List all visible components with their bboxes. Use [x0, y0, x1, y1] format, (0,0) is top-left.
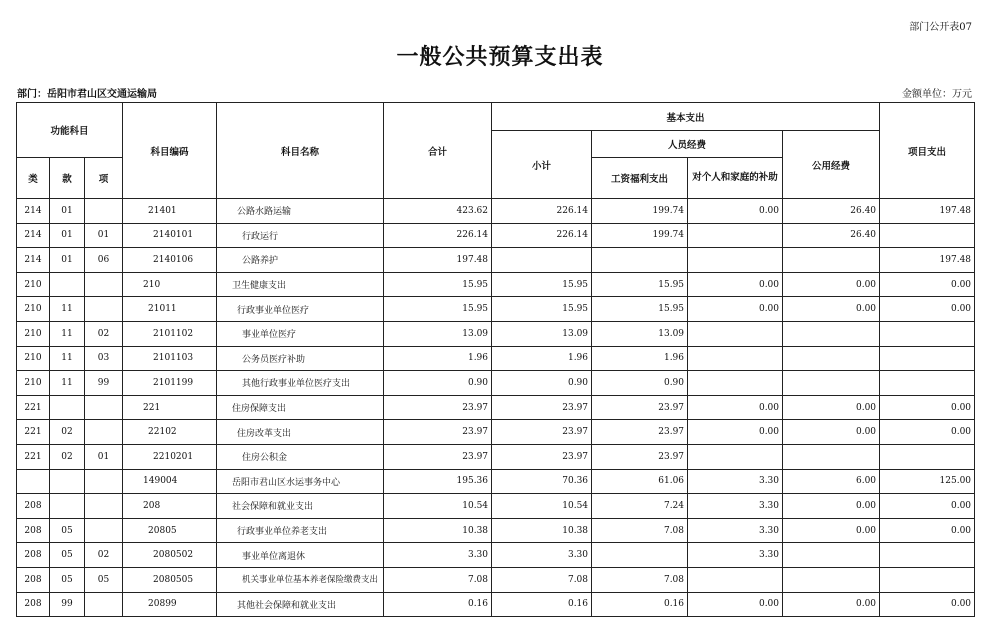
table-row [17, 248, 975, 273]
table-row [17, 272, 975, 297]
cell-code: 2140106 [123, 248, 217, 273]
cell-name: 住房改革支出 [217, 420, 384, 445]
cell-code: 2080502 [123, 543, 217, 568]
cell-total: 23.97 [384, 420, 492, 445]
cell-lei: 208 [17, 592, 50, 617]
cell-subsidy [688, 371, 783, 396]
cell-total: 15.95 [384, 272, 492, 297]
cell-public [783, 248, 880, 273]
cell-total: 226.14 [384, 223, 492, 248]
cell-project: 0.00 [880, 272, 975, 297]
cell-code: 208 [123, 494, 217, 519]
cell-total: 7.08 [384, 567, 492, 592]
table-row [17, 321, 975, 346]
cell-subsidy: 0.00 [688, 420, 783, 445]
cell-code: 2080505 [123, 567, 217, 592]
cell-subtotal: 23.97 [492, 420, 592, 445]
cell-subtotal: 15.95 [492, 297, 592, 322]
cell-kuan [50, 272, 85, 297]
cell-code: 2101199 [123, 371, 217, 396]
cell-code: 210 [123, 272, 217, 297]
cell-total: 13.09 [384, 321, 492, 346]
cell-project [880, 444, 975, 469]
cell-lei: 210 [17, 346, 50, 371]
cell-name: 其他行政事业单位医疗支出 [217, 371, 384, 396]
cell-subsidy [688, 223, 783, 248]
cell-lei: 208 [17, 543, 50, 568]
cell-name: 事业单位离退休 [217, 543, 384, 568]
cell-lei [17, 469, 50, 494]
header-basic-expense: 基本支出 [492, 103, 880, 131]
cell-lei: 214 [17, 199, 50, 224]
cell-salary: 15.95 [592, 297, 688, 322]
cell-name: 公路水路运输 [217, 199, 384, 224]
cell-salary: 23.97 [592, 420, 688, 445]
cell-public [783, 567, 880, 592]
cell-kuan: 01 [50, 199, 85, 224]
cell-salary: 61.06 [592, 469, 688, 494]
cell-total: 0.90 [384, 371, 492, 396]
cell-total: 10.38 [384, 518, 492, 543]
cell-subsidy: 0.00 [688, 592, 783, 617]
cell-subtotal: 23.97 [492, 395, 592, 420]
cell-lei: 210 [17, 321, 50, 346]
header-kuan: 款 [50, 158, 85, 199]
cell-kuan [50, 494, 85, 519]
table-row [17, 395, 975, 420]
cell-subsidy: 0.00 [688, 199, 783, 224]
cell-project: 0.00 [880, 592, 975, 617]
cell-public: 0.00 [783, 395, 880, 420]
header-project-expense: 项目支出 [880, 103, 975, 199]
cell-total: 23.97 [384, 444, 492, 469]
cell-project: 0.00 [880, 420, 975, 445]
form-code: 部门公开表07 [909, 22, 972, 33]
cell-public: 0.00 [783, 272, 880, 297]
cell-xiang [85, 199, 123, 224]
cell-total: 0.16 [384, 592, 492, 617]
cell-subtotal: 10.54 [492, 494, 592, 519]
header-subject-code: 科目编码 [123, 103, 217, 199]
cell-subtotal: 23.97 [492, 444, 592, 469]
cell-salary: 23.97 [592, 395, 688, 420]
cell-subtotal: 226.14 [492, 223, 592, 248]
cell-xiang: 03 [85, 346, 123, 371]
cell-name: 卫生健康支出 [217, 272, 384, 297]
cell-salary: 7.08 [592, 518, 688, 543]
header-xiang: 项 [85, 158, 123, 199]
cell-subtotal: 10.38 [492, 518, 592, 543]
table-row [17, 543, 975, 568]
cell-code: 221 [123, 395, 217, 420]
cell-xiang [85, 297, 123, 322]
cell-xiang [85, 469, 123, 494]
header-personnel: 人员经费 [592, 131, 783, 158]
cell-salary: 7.08 [592, 567, 688, 592]
cell-name: 事业单位医疗 [217, 321, 384, 346]
cell-subtotal: 7.08 [492, 567, 592, 592]
cell-salary [592, 248, 688, 273]
cell-subsidy: 0.00 [688, 297, 783, 322]
cell-subsidy: 3.30 [688, 494, 783, 519]
cell-public: 0.00 [783, 297, 880, 322]
cell-subtotal [492, 248, 592, 273]
cell-code: 22102 [123, 420, 217, 445]
cell-kuan: 11 [50, 321, 85, 346]
cell-name: 行政事业单位医疗 [217, 297, 384, 322]
cell-total: 23.97 [384, 395, 492, 420]
table-row [17, 420, 975, 445]
cell-salary: 0.90 [592, 371, 688, 396]
cell-code: 149004 [123, 469, 217, 494]
budget-table [16, 102, 975, 617]
cell-public: 0.00 [783, 420, 880, 445]
cell-xiang: 02 [85, 321, 123, 346]
cell-subsidy [688, 248, 783, 273]
cell-kuan: 05 [50, 567, 85, 592]
cell-xiang [85, 395, 123, 420]
cell-subsidy: 3.30 [688, 543, 783, 568]
cell-project: 0.00 [880, 395, 975, 420]
cell-code: 21011 [123, 297, 217, 322]
cell-code: 2140101 [123, 223, 217, 248]
cell-project [880, 543, 975, 568]
cell-total: 423.62 [384, 199, 492, 224]
cell-public: 0.00 [783, 518, 880, 543]
cell-code: 21401 [123, 199, 217, 224]
cell-project [880, 346, 975, 371]
table-row [17, 518, 975, 543]
cell-name: 其他社会保障和就业支出 [217, 592, 384, 617]
header-subsidy: 对个人和家庭的补助 [688, 158, 783, 199]
cell-salary: 15.95 [592, 272, 688, 297]
cell-salary: 7.24 [592, 494, 688, 519]
cell-xiang [85, 494, 123, 519]
cell-xiang [85, 518, 123, 543]
cell-project: 0.00 [880, 518, 975, 543]
cell-salary: 199.74 [592, 223, 688, 248]
cell-name: 公务员医疗补助 [217, 346, 384, 371]
cell-kuan: 01 [50, 223, 85, 248]
cell-lei: 208 [17, 518, 50, 543]
cell-public [783, 371, 880, 396]
cell-project: 197.48 [880, 199, 975, 224]
cell-lei: 208 [17, 567, 50, 592]
cell-public: 26.40 [783, 199, 880, 224]
cell-xiang [85, 420, 123, 445]
cell-xiang [85, 272, 123, 297]
cell-salary: 0.16 [592, 592, 688, 617]
cell-xiang: 06 [85, 248, 123, 273]
table-row [17, 567, 975, 592]
table-row [17, 297, 975, 322]
cell-name: 社会保障和就业支出 [217, 494, 384, 519]
cell-public: 0.00 [783, 494, 880, 519]
cell-project [880, 223, 975, 248]
cell-project [880, 371, 975, 396]
cell-name: 住房公积金 [217, 444, 384, 469]
cell-subtotal: 0.16 [492, 592, 592, 617]
header-public: 公用经费 [783, 131, 880, 199]
table-row [17, 469, 975, 494]
cell-subsidy: 3.30 [688, 469, 783, 494]
cell-subtotal: 226.14 [492, 199, 592, 224]
cell-salary: 23.97 [592, 444, 688, 469]
cell-name: 岳阳市君山区水运事务中心 [217, 469, 384, 494]
cell-project: 125.00 [880, 469, 975, 494]
header-subject-name: 科目名称 [217, 103, 384, 199]
header-total: 合计 [384, 103, 492, 199]
cell-subsidy: 0.00 [688, 272, 783, 297]
cell-project: 0.00 [880, 297, 975, 322]
cell-salary: 199.74 [592, 199, 688, 224]
cell-total: 1.96 [384, 346, 492, 371]
table-row [17, 592, 975, 617]
cell-kuan: 02 [50, 444, 85, 469]
header-subtotal: 小计 [492, 131, 592, 199]
cell-xiang: 05 [85, 567, 123, 592]
cell-project: 0.00 [880, 494, 975, 519]
cell-code: 20899 [123, 592, 217, 617]
cell-project [880, 321, 975, 346]
cell-total: 10.54 [384, 494, 492, 519]
table-row [17, 346, 975, 371]
table-row [17, 223, 975, 248]
cell-total: 195.36 [384, 469, 492, 494]
unit-label: 金额单位：万元 [902, 89, 972, 100]
cell-subtotal: 15.95 [492, 272, 592, 297]
cell-xiang [85, 592, 123, 617]
cell-total: 3.30 [384, 543, 492, 568]
cell-subtotal: 13.09 [492, 321, 592, 346]
header-salary: 工资福利支出 [592, 158, 688, 199]
cell-code: 2210201 [123, 444, 217, 469]
cell-lei: 221 [17, 444, 50, 469]
cell-subsidy [688, 321, 783, 346]
table-row [17, 494, 975, 519]
cell-public: 26.40 [783, 223, 880, 248]
header-func-subject: 功能科目 [17, 103, 123, 158]
cell-xiang: 01 [85, 444, 123, 469]
cell-name: 住房保障支出 [217, 395, 384, 420]
cell-project: 197.48 [880, 248, 975, 273]
cell-public [783, 444, 880, 469]
cell-kuan: 99 [50, 592, 85, 617]
cell-kuan: 11 [50, 346, 85, 371]
page-title: 一般公共预算支出表 [396, 44, 604, 70]
cell-kuan: 02 [50, 420, 85, 445]
cell-subsidy [688, 346, 783, 371]
cell-total: 197.48 [384, 248, 492, 273]
cell-subsidy [688, 567, 783, 592]
cell-code: 20805 [123, 518, 217, 543]
cell-lei: 208 [17, 494, 50, 519]
cell-lei: 210 [17, 371, 50, 396]
cell-subtotal: 3.30 [492, 543, 592, 568]
cell-kuan: 01 [50, 248, 85, 273]
cell-lei: 210 [17, 272, 50, 297]
cell-lei: 214 [17, 223, 50, 248]
cell-total: 15.95 [384, 297, 492, 322]
cell-xiang: 02 [85, 543, 123, 568]
cell-public [783, 543, 880, 568]
cell-kuan [50, 395, 85, 420]
cell-lei: 221 [17, 420, 50, 445]
cell-kuan: 05 [50, 543, 85, 568]
department-label: 部门：岳阳市君山区交通运输局 [17, 89, 157, 100]
cell-code: 2101102 [123, 321, 217, 346]
cell-subtotal: 0.90 [492, 371, 592, 396]
cell-lei: 214 [17, 248, 50, 273]
cell-name: 公路养护 [217, 248, 384, 273]
cell-kuan [50, 469, 85, 494]
cell-public [783, 321, 880, 346]
cell-salary [592, 543, 688, 568]
table-row [17, 444, 975, 469]
cell-public: 0.00 [783, 592, 880, 617]
cell-subsidy: 3.30 [688, 518, 783, 543]
cell-kuan: 11 [50, 371, 85, 396]
cell-kuan: 05 [50, 518, 85, 543]
cell-kuan: 11 [50, 297, 85, 322]
header-lei: 类 [17, 158, 50, 199]
cell-salary: 13.09 [592, 321, 688, 346]
cell-salary: 1.96 [592, 346, 688, 371]
cell-subtotal: 70.36 [492, 469, 592, 494]
cell-xiang: 99 [85, 371, 123, 396]
cell-name: 机关事业单位基本养老保险缴费支出 [217, 567, 384, 592]
cell-lei: 221 [17, 395, 50, 420]
cell-subsidy: 0.00 [688, 395, 783, 420]
cell-xiang: 01 [85, 223, 123, 248]
cell-public: 6.00 [783, 469, 880, 494]
table-row [17, 371, 975, 396]
cell-public [783, 346, 880, 371]
table-row [17, 199, 975, 224]
cell-project [880, 567, 975, 592]
cell-lei: 210 [17, 297, 50, 322]
cell-code: 2101103 [123, 346, 217, 371]
cell-subsidy [688, 444, 783, 469]
cell-name: 行政事业单位养老支出 [217, 518, 384, 543]
cell-subtotal: 1.96 [492, 346, 592, 371]
cell-name: 行政运行 [217, 223, 384, 248]
